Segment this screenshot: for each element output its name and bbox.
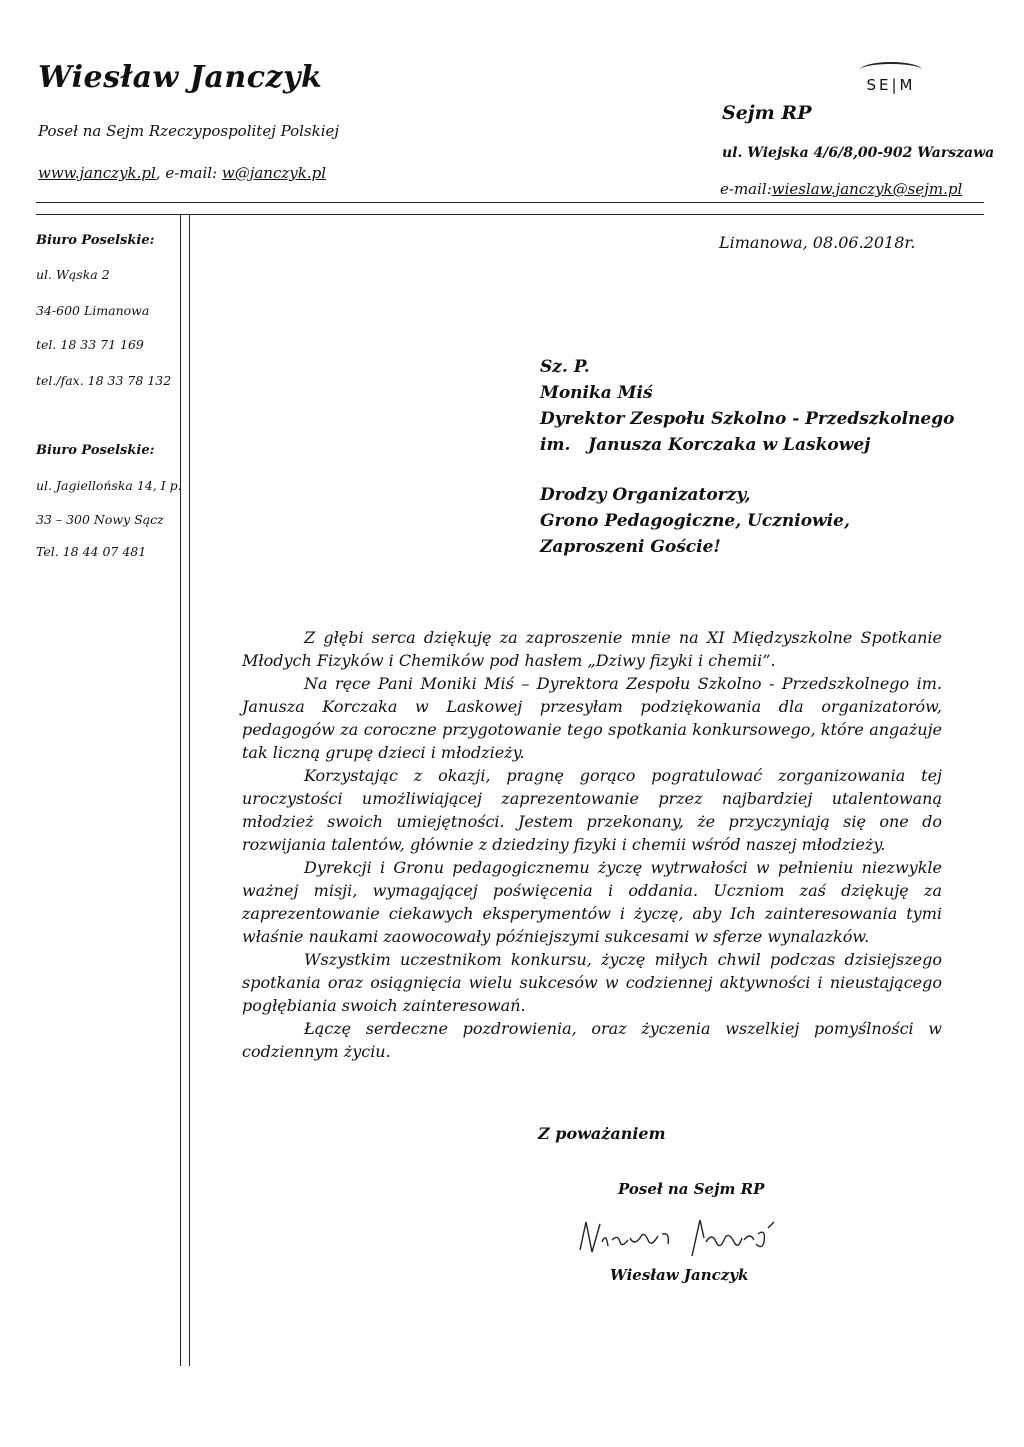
letter-paragraph: Korzystając z okazji, pragnę gorąco pogratulować zorganizowania tej uroczystości umożliwiającej zaprezentowanie przez najbardziej utalentowaną młodzież swoich umiejętności. Jestem przekonany, że przyczyniają się one do rozwijania talentów, głównie z dziedziny fizyki i chemii wśród naszej młodzieży. bbox=[242, 766, 942, 854]
greeting-line: Drodzy Organizatorzy, bbox=[540, 485, 751, 505]
email-prefix: , e-mail: bbox=[155, 164, 222, 182]
signer-name: Wiesław Janczyk bbox=[610, 1266, 749, 1284]
sejm-logo-icon bbox=[852, 58, 930, 108]
office1-city: 34-600 Limanowa bbox=[36, 303, 150, 318]
office2-street: ul. Jagiellońska 14, I p. bbox=[36, 478, 182, 493]
letter-paragraph: Łączę serdeczne pozdrowienia, oraz życzenia wszelkiej pomyślności w codziennym życiu. bbox=[242, 1019, 942, 1061]
author-role: Poseł na Sejm Rzeczypospolitej Polskiej bbox=[38, 122, 340, 140]
sejm-address: ul. Wiejska 4/6/8,00-902 Warszawa bbox=[722, 145, 995, 161]
greeting-line: Zaproszeni Goście! bbox=[540, 537, 721, 557]
author-name: Wiesław Janczyk bbox=[38, 60, 323, 95]
sidebar-divider-right bbox=[189, 214, 190, 1366]
sejm-title: Sejm RP bbox=[722, 102, 812, 124]
header-divider-bottom bbox=[36, 214, 984, 215]
header-divider-top bbox=[36, 202, 984, 203]
closing: Z poważaniem bbox=[538, 1124, 666, 1143]
letter-paragraph: Wszystkim uczestnikom konkursu, życzę miłych chwil podczas dzisiejszego spotkania oraz osiągnięcia wielu sukcesów w codziennej aktywności i nieustającego pogłębiania swoich zainteresowań. bbox=[242, 950, 942, 1015]
office1-phone: tel. 18 33 71 169 bbox=[36, 337, 144, 352]
sidebar-divider-left bbox=[180, 214, 181, 1366]
recipient-line: Monika Miś bbox=[540, 383, 653, 403]
author-contacts bbox=[38, 164, 326, 182]
office1-fax: tel./fax. 18 33 78 132 bbox=[36, 373, 172, 388]
recipient-line: im. Janusza Korczaka w Laskowej bbox=[540, 435, 871, 455]
letter-paragraph: Na ręce Pani Moniki Miś – Dyrektora Zespołu Szkolno - Przedszkolnego im. Janusza Korczaka w Laskowej przesyłam podziękowania dla organizatorów, pedagogów za coroczne przygotowanie tego spotkania konkursowego, które angażuje tak liczną grupę dzieci i młodzieży. bbox=[242, 674, 942, 762]
letter-body bbox=[242, 626, 942, 1063]
sejm-logo-text: SE|M bbox=[866, 76, 916, 94]
letter-date: Limanowa, 08.06.2018r. bbox=[719, 233, 916, 252]
office1-street: ul. Wąska 2 bbox=[36, 267, 110, 282]
sejm-email-label: e-mail: bbox=[720, 180, 772, 198]
office1-heading: Biuro Poselskie: bbox=[36, 233, 155, 248]
recipient-line: Dyrektor Zespołu Szkolno - Przedszkolnego bbox=[540, 409, 955, 429]
website-link[interactable]: www.janczyk.pl bbox=[38, 164, 156, 182]
handwritten-signature bbox=[572, 1212, 802, 1264]
email-link[interactable]: w@janczyk.pl bbox=[221, 164, 327, 182]
sejm-email bbox=[720, 180, 962, 198]
recipient-line: Sz. P. bbox=[540, 357, 590, 377]
signer-title: Poseł na Sejm RP bbox=[618, 1180, 765, 1198]
office2-phone: Tel. 18 44 07 481 bbox=[36, 544, 147, 559]
office2-heading: Biuro Poselskie: bbox=[36, 443, 155, 458]
letter-paragraph: Dyrekcji i Gronu pedagogicznemu życzę wytrwałości w pełnieniu niezwykle ważnej misji, wymagającej poświęcenia i oddania. Uczniom zaś dziękuję za zaprezentowanie ciekawych eksperymentów i życzę, aby Ich zainteresowania tymi właśnie naukami zaowocowały późniejszymi sukcesami w sferze wynalazków. bbox=[242, 858, 942, 946]
letter-paragraph: Z głębi serca dziękuję za zaproszenie mnie na XI Międzyszkolne Spotkanie Młodych Fizyków i Chemików pod hasłem „Dziwy fizyki i chemii”. bbox=[242, 628, 942, 670]
greeting-line: Grono Pedagogiczne, Uczniowie, bbox=[540, 511, 850, 531]
sejm-email-link[interactable]: wieslaw.janczyk@sejm.pl bbox=[771, 180, 963, 198]
office2-city: 33 – 300 Nowy Sącz bbox=[36, 512, 164, 527]
